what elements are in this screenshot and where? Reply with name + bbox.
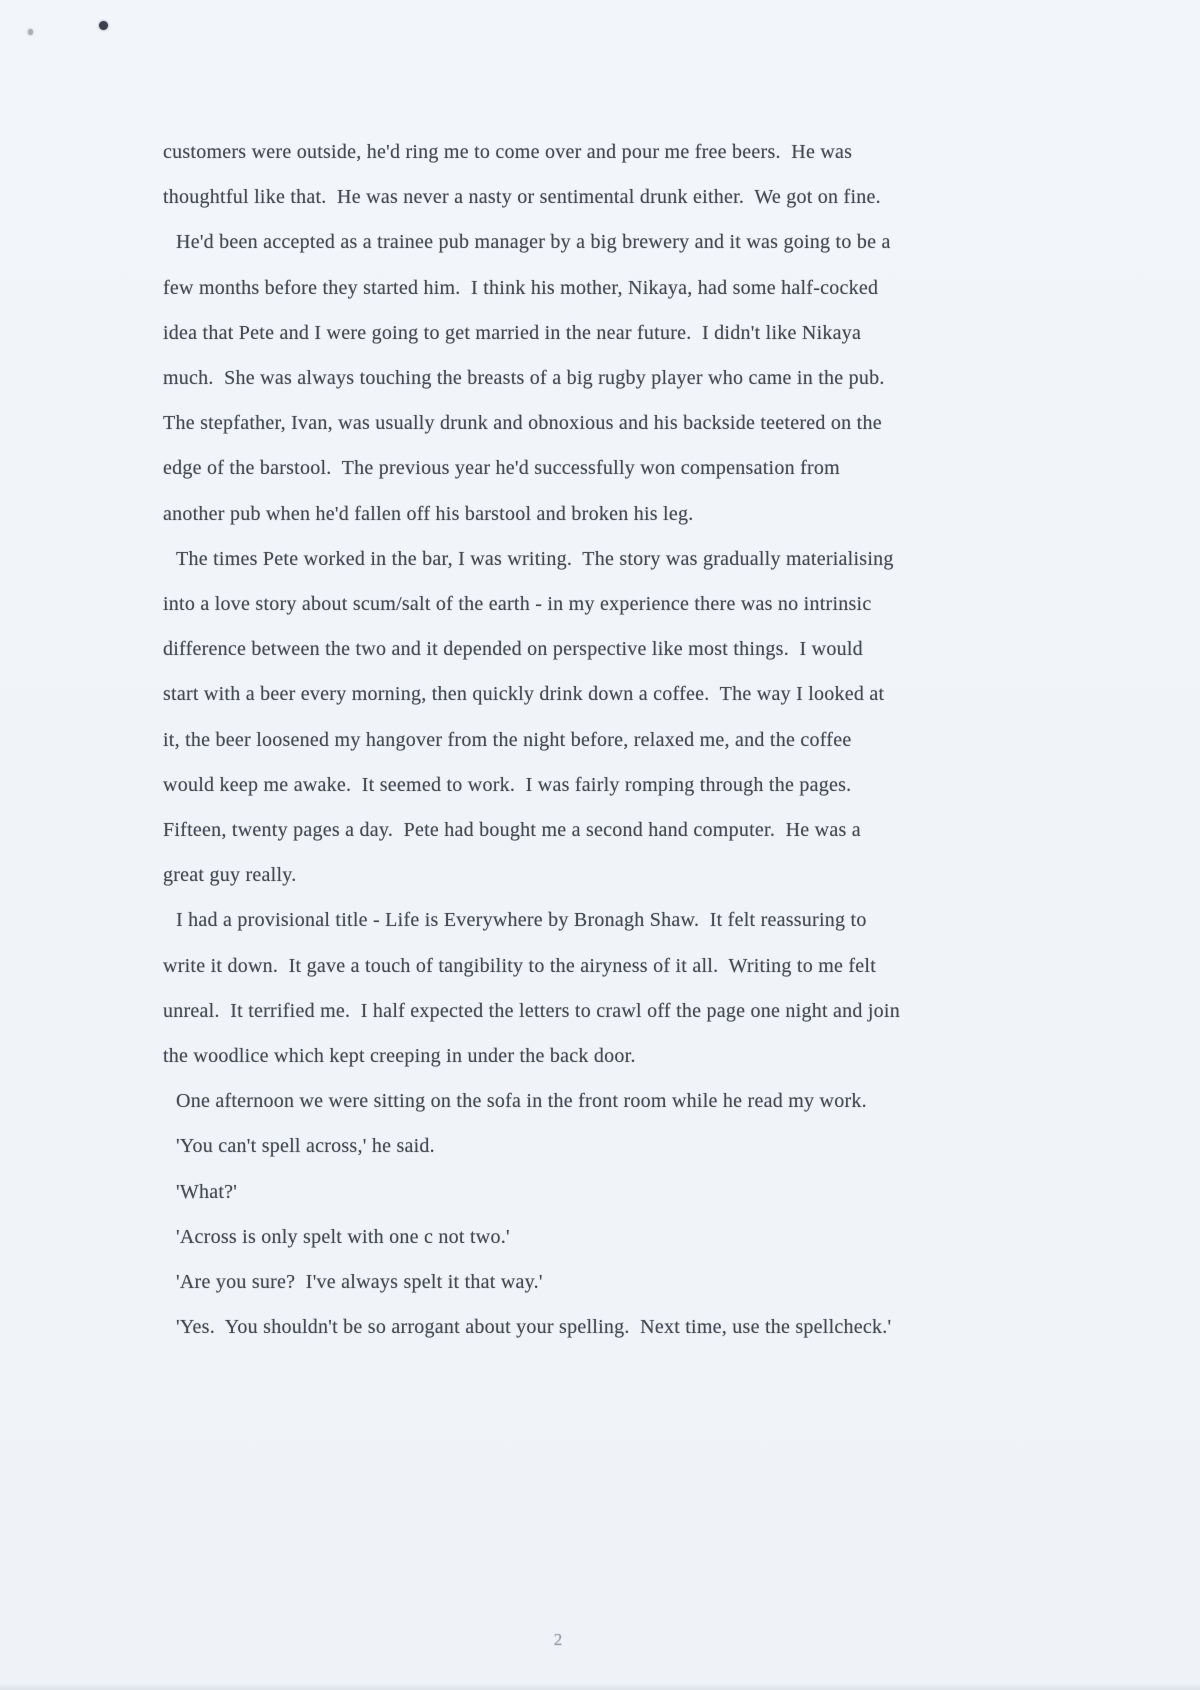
text-line: it, the beer loosened my hangover from the night before, relaxed me, and the coffee [163,728,852,751]
text-line: idea that Pete and I were going to get married in the near future. I didn't like Nikaya [163,321,862,344]
text-line: The stepfather, Ivan, was usually drunk and obnoxious and his backside teetered on the [163,412,882,435]
text-line: Fifteen, twenty pages a day. Pete had bought me a second hand computer. He was a [163,819,861,842]
text-line: I had a provisional title - Life is Everywhere by Bronagh Shaw. It felt reassuring to [176,909,867,932]
text-line: 'Across is only spelt with one c not two.' [176,1225,510,1248]
scan-speck-large [99,21,108,30]
text-line: customers were outside, he'd ring me to come over and pour me free beers. He was [163,141,853,163]
text-line: difference between the two and it depended on perspective like most things. I would [163,638,863,661]
text-line: much. She was always touching the breasts of a big rugby player who came in the pub. [163,367,885,390]
text-line: 'You can't spell across,' he said. [176,1135,435,1158]
text-line: thoughtful like that. He was never a nasty or sentimental drunk either. We got on fine. [163,186,881,209]
text-line: another pub when he'd fallen off his barstool and broken his leg. [163,502,694,525]
text-line: write it down. It gave a touch of tangibility to the airyness of it all. Writing to me felt [163,954,877,977]
text-line: 'Are you sure? I've always spelt it that way.' [176,1271,543,1294]
scan-speck-small [28,29,33,35]
text-line: The times Pete worked in the bar, I was writing. The story was gradually materialising [176,547,894,570]
page-number: 2 [553,1630,563,1649]
text-line: 'Yes. You shouldn't be so arrogant about your spelling. Next time, use the spellcheck.' [176,1316,892,1339]
text-line: 'What?' [176,1180,238,1203]
text-line: One afternoon we were sitting on the sofa in the front room while he read my work. [176,1090,867,1113]
page-text [163,130,1003,1350]
text-line: into a love story about scum/salt of the earth - in my experience there was no intrinsic [163,593,872,616]
text-line: He'd been accepted as a trainee pub manager by a big brewery and it was going to be a [176,231,891,254]
text-line: would keep me awake. It seemed to work. I was fairly romping through the pages. [163,773,852,796]
text-line: few months before they started him. I think his mother, Nikaya, had some half-cocked [163,276,879,299]
scan-edge-shadow [0,1683,1200,1690]
text-line: edge of the barstool. The previous year he'd successfully won compensation from [163,457,840,480]
text-line: the woodlice which kept creeping in under the back door. [163,1045,636,1068]
text-line: start with a beer every morning, then quickly drink down a coffee. The way I looked at [163,683,885,706]
text-line: unreal. It terrified me. I half expected the letters to crawl off the page one night and join [163,999,900,1022]
text-line: great guy really. [163,864,297,887]
